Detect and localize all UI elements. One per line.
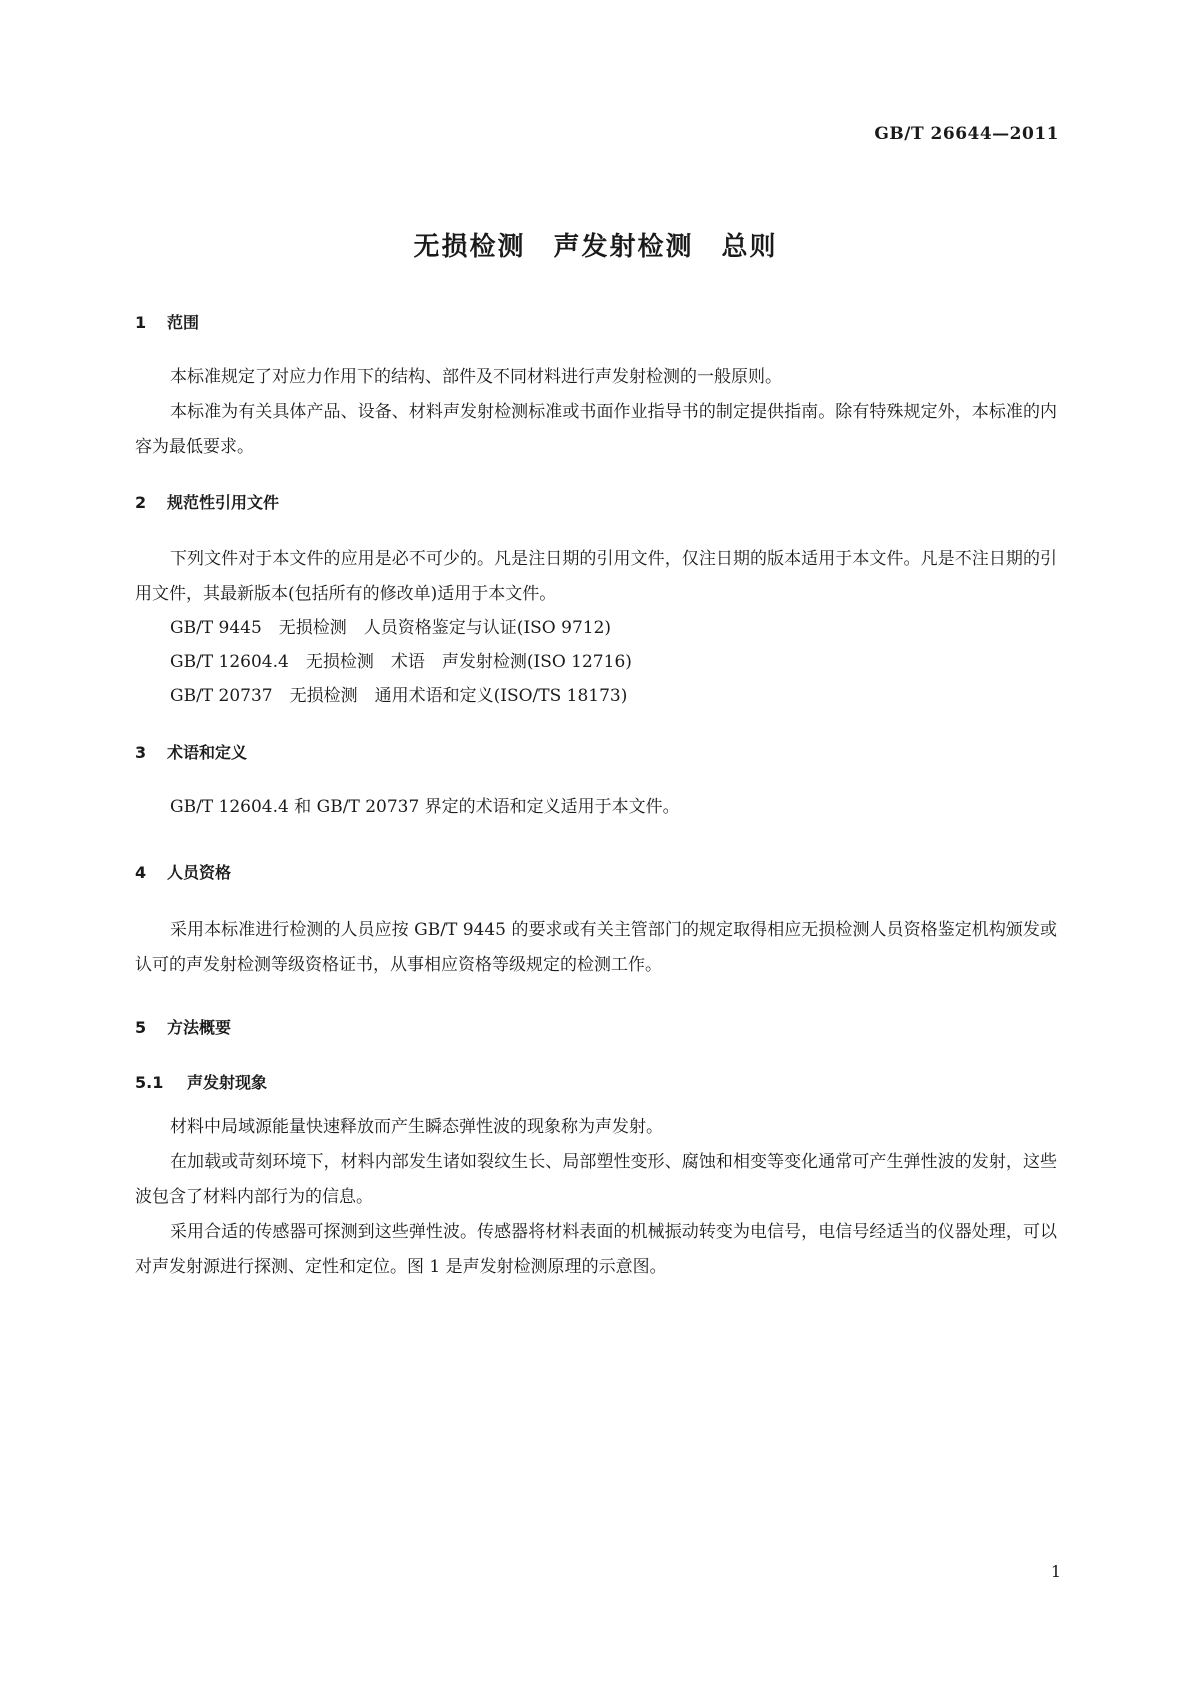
section-1-heading: [135, 310, 199, 333]
paragraph: 采用本标准进行检测的人员应按 GB/T 9445 的要求或有关主管部门的规定取得相应无损检测人员资格鉴定机构颁发或认可的声发射检测等级资格证书，从事相应资格等级规定的检测工作。: [135, 920, 1057, 975]
reference-item: GB/T 12604.4 无损检测 术语 声发射检测(ISO 12716): [170, 652, 632, 672]
section-2-heading: [135, 490, 279, 513]
section-title: 术语和定义: [167, 743, 248, 762]
paragraph: GB/T 12604.4 和 GB/T 20737 界定的术语和定义适用于本文件。: [170, 797, 680, 817]
section-title: 方法概要: [167, 1018, 232, 1037]
paragraph: 材料中局域源能量快速释放而产生瞬态弹性波的现象称为声发射。: [170, 1117, 663, 1137]
section-number: 5: [135, 1018, 147, 1037]
standard-code: GB/T 26644—2011: [874, 124, 1059, 144]
section-5-heading: [135, 1015, 231, 1038]
paragraph: 本标准为有关具体产品、设备、材料声发射检测标准或书面作业指导书的制定提供指南。除有特殊规定外，本标准的内容为最低要求。: [135, 402, 1057, 457]
paragraph: 下列文件对于本文件的应用是必不可少的。凡是注日期的引用文件，仅注日期的版本适用于本文件。凡是不注日期的引用文件，其最新版本(包括所有的修改单)适用于本文件。: [135, 549, 1057, 604]
document-title: 无损检测 声发射检测 总则: [413, 232, 778, 262]
section-title: 范围: [167, 313, 200, 332]
section-title: 人员资格: [167, 863, 232, 882]
subsection-number: 5.1: [135, 1073, 164, 1092]
section-number: 2: [135, 493, 147, 512]
paragraph: 在加载或苛刻环境下，材料内部发生诸如裂纹生长、局部塑性变形、腐蚀和相变等变化通常可产生弹性波的发射，这些波包含了材料内部行为的信息。: [135, 1152, 1057, 1207]
paragraph: 采用合适的传感器可探测到这些弹性波。传感器将材料表面的机械振动转变为电信号，电信号经适当的仪器处理，可以对声发射源进行探测、定性和定位。图 1 是声发射检测原理的示意图。: [135, 1222, 1057, 1277]
section-title: 规范性引用文件: [167, 493, 280, 512]
page-number: 1: [1050, 1562, 1061, 1581]
reference-item: GB/T 20737 无损检测 通用术语和定义(ISO/TS 18173): [170, 686, 628, 706]
section-number: 4: [135, 863, 147, 882]
subsection-title: 声发射现象: [187, 1073, 268, 1092]
reference-item: GB/T 9445 无损检测 人员资格鉴定与认证(ISO 9712): [170, 618, 612, 638]
section-4-heading: [135, 860, 231, 883]
section-3-heading: [135, 740, 247, 763]
section-number: 1: [135, 313, 147, 332]
paragraph: 本标准规定了对应力作用下的结构、部件及不同材料进行声发射检测的一般原则。: [170, 367, 782, 387]
subsection-5-1-heading: [135, 1070, 267, 1093]
section-number: 3: [135, 743, 147, 762]
